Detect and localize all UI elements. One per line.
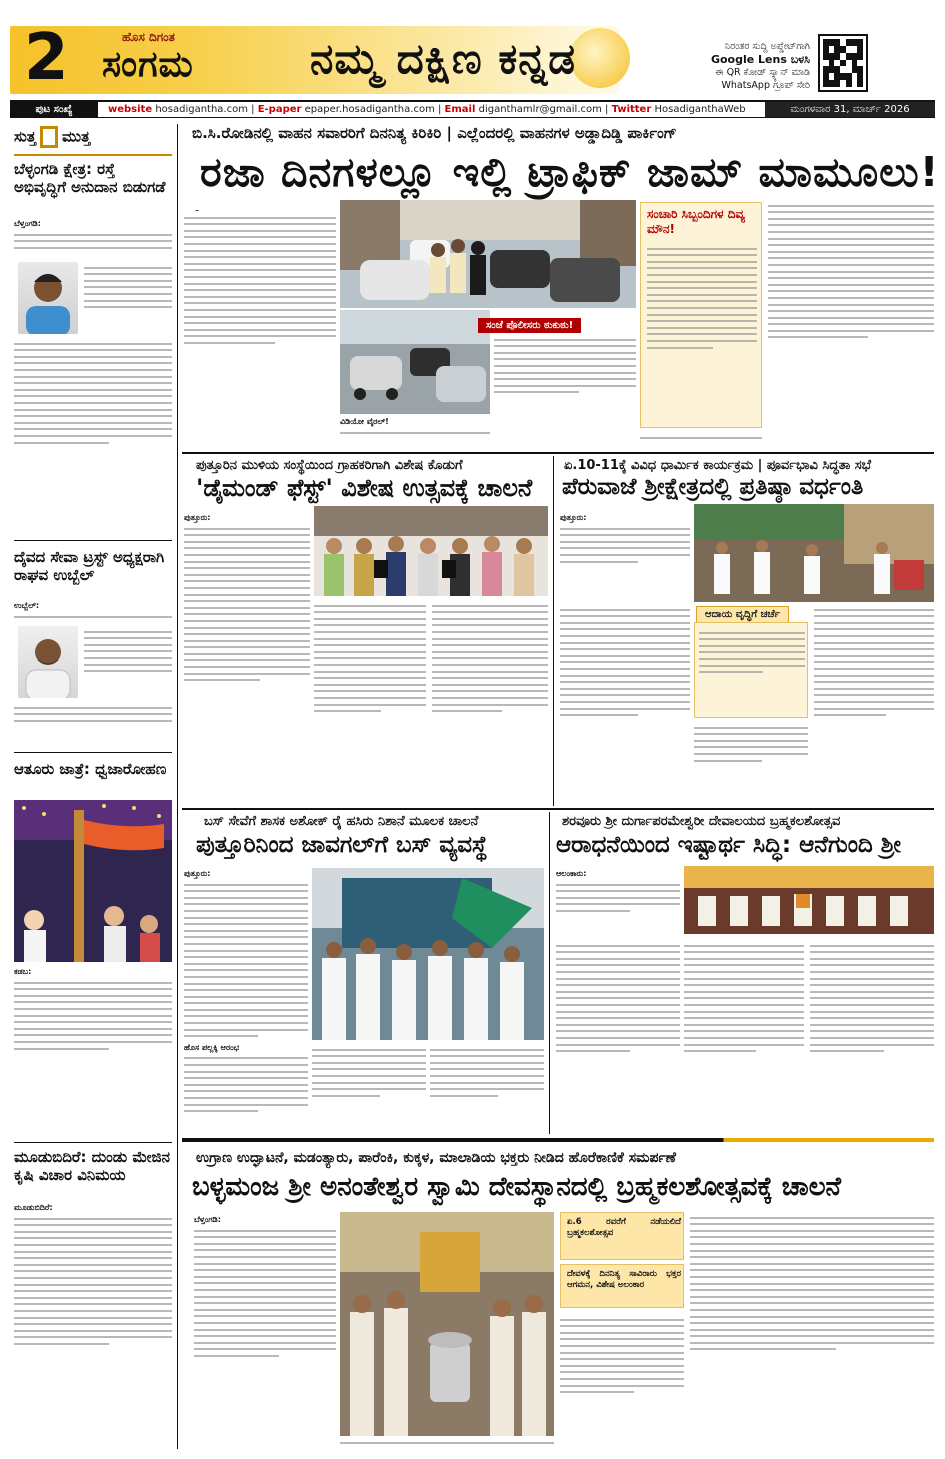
column-title-left: ಸುತ್ತ (14, 127, 36, 146)
photo-caption (340, 1438, 554, 1450)
twitter-label: Twitter (611, 104, 652, 115)
sidebar-line: ಏ.6 ರವರೆಗೆ ನಡೆಯಲಿದೆ ಬ್ರಹ್ಮಕಲಶೋತ್ಸವ (567, 1217, 681, 1238)
brand-name: ಸಂಗಮ (102, 44, 194, 85)
sidebar-line: ದೇವಳಕ್ಕೆ ದಿನನಿತ್ಯ ಸಾವಿರಾರು ಭಕ್ತರ ಆಗಮನ, ವಿಶೇಷ ಅಲಂಕಾರ (567, 1269, 681, 1290)
qr-instructions (660, 40, 810, 92)
divider (182, 808, 934, 810)
sidebar-box (694, 622, 808, 718)
story-headline[interactable]: ಪುತ್ತೂರಿನಿಂದ ಜಾವಗಲ್‌ಗೆ ಬಸ್ ವ್ಯವಸ್ಥೆ (196, 832, 488, 858)
story-body (690, 1212, 934, 1450)
story-body (814, 604, 934, 798)
lead-body (340, 416, 490, 444)
section-band (182, 1138, 934, 1142)
story-body (14, 966, 172, 1106)
divider (182, 452, 934, 454)
dateline: ಮೂಡುಬಿದಿರೆ: (14, 1203, 53, 1212)
sun-decoration (570, 28, 630, 88)
qr-line: WhatsApp ಗ್ರೂಪ್ ಸೇರಿ (721, 80, 810, 91)
story-headline[interactable]: ಬಳ್ಳಮಂಜ ಶ್ರೀ ಅನಂತೇಶ್ವರ ಸ್ವಾಮಿ ದೇವಸ್ಥಾನದಲ್ಲಿ ಬ್ರಹ್ಮಕಲಶೋತ್ಸವಕ್ಕೆ ಚಾಲನೆ (192, 1172, 842, 1202)
story-body (694, 722, 808, 798)
story-body (430, 1044, 544, 1140)
divider (14, 154, 172, 156)
dateline: ಪುತ್ತೂರು: (184, 869, 211, 878)
qr-code-icon[interactable] (818, 34, 868, 92)
section-title: ನಮ್ಮ ದಕ್ಷಿಣ ಕನ್ನಡ (310, 34, 577, 83)
story-body (556, 868, 680, 940)
contact-links: website hosadigantha.com | E-paper epaper.hosadigantha.com | Email diganthamlr@gmail.com | Twitter HosadiganthaWeb (108, 104, 746, 115)
column-logo-icon (40, 126, 58, 148)
story-body (560, 1314, 684, 1450)
story-body (14, 218, 172, 260)
meeting-photo (694, 504, 934, 602)
story-kicker: ಉಗ್ರಾಣ ಉದ್ಘಾಟನೆ, ಮಡಂತ್ಯಾರು, ಪಾರೆಂಕಿ, ಕುಕ್ಕಳ, ಮಾಲಾಡಿಯ ಭಕ್ತರು ನೀಡಿದ ಹೊರೆಕಾಣಿಕೆ ಸಮರ್ಪಣೆ (196, 1150, 676, 1166)
divider (14, 540, 172, 541)
dateline: ಕಡಬ: (14, 967, 32, 976)
sidebar-box (560, 1212, 684, 1260)
column-title-right: ಮುತ್ತ (61, 127, 91, 146)
bus-launch-photo (312, 868, 544, 1040)
lead-headline[interactable]: ರಜಾ ದಿನಗಳಲ್ಲೂ ಇಲ್ಲಿ ಟ್ರಾಫಿಕ್ ಜಾಮ್ ಮಾಮೂಲು! (200, 148, 940, 196)
twitter-link[interactable]: HosadiganthaWeb (654, 104, 746, 115)
story-headline[interactable]: ಆರಾಧನೆಯಿಂದ ಇಷ್ಟಾರ್ಥ ಸಿದ್ಧಿ: ಆನೆಗುಂದಿ ಶ್ರೀ (556, 832, 902, 858)
lead-body (494, 334, 636, 442)
brand-name-small: ಹೊಸ ದಿಗಂತ (122, 30, 175, 44)
divider (14, 1142, 172, 1143)
story-body (14, 702, 172, 742)
dateline: ಪುತ್ತೂರು: (560, 513, 587, 522)
section-tag: ಆದಾಯ ವೃದ್ಧಿಗೆ ಚರ್ಚೆ (696, 606, 789, 623)
story-body (432, 600, 548, 792)
story-body (810, 940, 934, 1136)
column-divider (177, 124, 178, 1449)
person-photo (18, 626, 78, 698)
lead-body (768, 200, 934, 444)
lead-body (640, 432, 762, 444)
story-body (312, 1044, 426, 1140)
qr-line: ನಿರಂತರ ಸುದ್ದಿ ಅಪ್ಡೇಟ್‌ಗಾಗಿ (724, 41, 810, 52)
story-body (14, 600, 172, 622)
dateline: ಪುತ್ತೂರು: (184, 513, 211, 522)
road-traffic-photo (340, 310, 490, 414)
qr-line: ಈ QR ಕೋಡ್ ಸ್ಕ್ಯಾನ್ ಮಾಡಿ (715, 67, 810, 78)
story-headline[interactable]: ಆತೂರು ಜಾತ್ರೆ: ಧ್ವಜಾರೋಹಣ (14, 760, 167, 778)
divider (14, 752, 172, 753)
section-tag: ಸಂಜೆ ಪೊಲೀಸರು ಠುಕುಠು! (478, 318, 581, 333)
story-headline[interactable]: ಮೂಡುಬಿದಿರೆ: ದುಂಡು ಮೇಜಿನ ಕೃಷಿ ವಿಚಾರ ವಿನಿಮಯ (14, 1148, 170, 1184)
story-body (14, 338, 172, 528)
temple-flag-photo (14, 800, 172, 962)
story-body (184, 512, 310, 792)
lead-body (184, 212, 336, 444)
qr-line: Google Lens ಬಳಸಿ (710, 53, 810, 66)
sidebar-body (647, 243, 757, 423)
story-headline[interactable]: ಬೆಳ್ಳಂಗಡಿ ಕ್ಷೇತ್ರ: ರಸ್ತೆ ಅಭಿವೃದ್ಧಿಗೆ ಅನುದಾನ ಬಿಡುಗಡೆ (14, 160, 166, 196)
dateline: ಬೆಳ್ತಂಗಡಿ: (194, 1215, 221, 1224)
story-headline[interactable]: 'ಡೈಮಂಡ್ ಫೆಸ್ಟ್' ವಿಶೇಷ ಉತ್ಸವಕ್ಕೆ ಚಾಲನೆ (196, 474, 533, 502)
diamond-fest-photo (314, 506, 548, 596)
sidebar-box (640, 202, 762, 428)
story-kicker: ಏ.10-11ಕ್ಕೆ ವಿವಿಧ ಧಾರ್ಮಿಕ ಕಾರ್ಯಕ್ರಮ | ಪೂರ್ವಭಾವಿ ಸಿದ್ಧತಾ ಸಭೆ (564, 458, 872, 473)
stage-program-photo (684, 866, 934, 934)
email-link[interactable]: diganthamlr@gmail.com (478, 104, 602, 115)
story-body (14, 1202, 172, 1448)
story-kicker: ಶರವೂರು ಶ್ರೀ ದುರ್ಗಾಪರಮೇಶ್ವರೀ ದೇವಾಲಯದ ಬ್ರಹ್ಮಕಲಶೋತ್ಸವ (562, 814, 841, 829)
story-headline[interactable]: ಪೆರುವಾಜೆ ಶ್ರೀಕ್ಷೇತ್ರದಲ್ಲಿ ಪ್ರತಿಷ್ಠಾ ವರ್ಧಂತಿ (562, 474, 864, 500)
email-label: Email (444, 104, 476, 115)
subhead: ಹೊಸ ಪಲ್ಲಕ್ಕಿ ಆರಂಭ (184, 1042, 240, 1052)
subhead: ವಿಡಿಯೋ ವೈರಲ್! (340, 417, 389, 426)
sidebar-body (699, 627, 805, 715)
dateline: ಆಲಂಕಾರು: (556, 869, 587, 878)
story-body (684, 940, 804, 1136)
story-body (560, 604, 690, 796)
story-body (314, 600, 426, 792)
story-body (560, 512, 690, 600)
column-divider (549, 812, 550, 1134)
sidebar-box (560, 1264, 684, 1308)
lead-kicker: ಬಿ.ಸಿ.ರೋಡಿನಲ್ಲಿ ವಾಹನ ಸವಾರರಿಗೆ ದಿನನಿತ್ಯ ಕಿರಿಕಿರಿ | ಎಲ್ಲೆಂದರಲ್ಲಿ ವಾಹನಗಳ ಅಡ್ಡಾದಿಡ್ಡಿ ಪಾರ್ಕಿಂಗ್ (192, 124, 677, 142)
epaper-link[interactable]: epaper.hosadigantha.com (304, 104, 435, 115)
story-kicker: ಬಸ್ ಸೇವೆಗೆ ಶಾಸಕ ಅಶೋಕ್ ರೈ ಹಸಿರು ನಿಶಾನೆ ಮೂಲಕ ಚಾಲನೆ (204, 814, 479, 829)
column-divider (553, 456, 554, 806)
epaper-label: E-paper (257, 104, 302, 115)
traffic-jam-photo (340, 200, 636, 308)
dateline: ಬೆಳ್ತಂಗಡಿ: (14, 219, 41, 228)
info-bar (10, 100, 935, 118)
page-number: 2 (24, 21, 69, 95)
issue-date: ಮಂಗಳವಾರ 31, ಮಾರ್ಚ್ 2026 (765, 102, 935, 117)
page-label: ಪುಟ ಸಂಖ್ಯೆ (10, 102, 98, 117)
column-title (14, 126, 172, 152)
temple-festival-photo (340, 1212, 554, 1436)
story-kicker: ಪುತ್ತೂರಿನ ಮುಳಿಯ ಸಂಸ್ಥೆಯಿಂದ ಗ್ರಾಹಕರಿಗಾಗಿ ವಿಶೇಷ ಕೊಡುಗೆ (196, 458, 463, 473)
masthead (10, 22, 935, 100)
website-link[interactable]: hosadigantha.com (155, 104, 248, 115)
mla-photo (18, 262, 78, 334)
story-body (84, 626, 172, 700)
story-body (556, 940, 680, 1136)
story-body (194, 1214, 336, 1450)
story-body (184, 868, 308, 1154)
dateline: ಉಬ್ಬೆಲ್: (14, 601, 40, 610)
story-body (84, 262, 172, 336)
website-label: website (108, 104, 153, 115)
spacer (184, 200, 336, 210)
sidebar-title: ಸಂಚಾರಿ ಸಿಬ್ಬಂದಿಗಳ ದಿವ್ಯ ಮೌನ! (647, 207, 745, 236)
story-headline[interactable]: ದೈವದ ಸೇವಾ ಟ್ರಸ್ಟ್ ಅಧ್ಯಕ್ಷರಾಗಿ ರಾಘವ ಉಬ್ಬೆಲ್ (14, 548, 165, 584)
